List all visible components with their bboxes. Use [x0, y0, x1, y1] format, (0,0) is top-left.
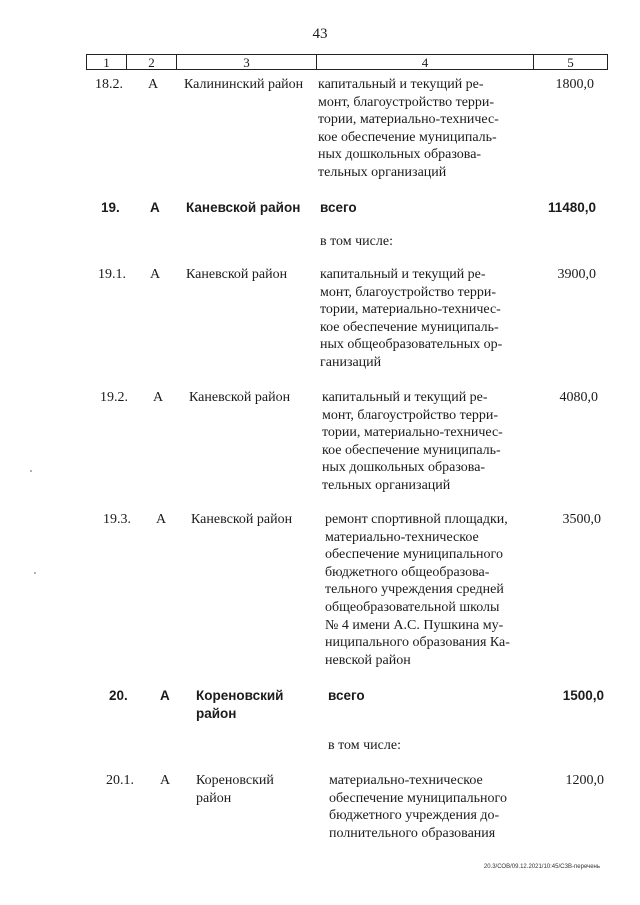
- row-description: капитальный и текущий ре- монт, благоустройство терри- тории, материально-техничес- кое обеспечение муниципаль- ных дошкольных образова- тельных организаций: [322, 390, 503, 493]
- row-district: Калининский район: [184, 77, 304, 92]
- subtotal-label: в том числе:: [328, 738, 401, 753]
- col-header-3: 3: [177, 55, 317, 69]
- col-header-4: 4: [317, 55, 534, 69]
- scan-speck: [30, 470, 32, 472]
- row-number: 19.2.: [100, 390, 128, 405]
- row-number: 20.1.: [106, 773, 134, 788]
- scan-speck: [34, 572, 36, 574]
- row-amount: 1200,0: [565, 773, 604, 788]
- row-category: А: [150, 200, 160, 215]
- row-number: 19.: [101, 200, 120, 215]
- row-amount: 4080,0: [559, 390, 598, 405]
- row-category: А: [160, 773, 171, 788]
- row-amount: 1500,0: [562, 688, 604, 703]
- row-amount: 3500,0: [562, 512, 601, 527]
- table-header: [86, 54, 608, 70]
- row-district: Каневской район: [186, 267, 288, 282]
- row-category: А: [153, 390, 164, 405]
- col-header-5: 5: [567, 55, 574, 70]
- row-number: 20.: [109, 688, 128, 703]
- row-category: А: [150, 267, 161, 282]
- row-description: капитальный и текущий ре- монт, благоустройство терри- тории, материально-техничес- кое обеспечение муниципаль- ных дошкольных образова- тельных организаций: [318, 77, 499, 180]
- row-description: всего: [328, 688, 365, 703]
- row-description: всего: [320, 200, 357, 215]
- row-amount: 3900,0: [557, 267, 596, 282]
- row-number: 19.1.: [98, 267, 126, 282]
- row-number: 19.3.: [103, 512, 131, 527]
- row-category: А: [148, 77, 159, 92]
- col-header-1: 1: [87, 55, 127, 69]
- row-district: Каневской район: [189, 390, 291, 405]
- subtotal-label: в том числе:: [320, 234, 393, 249]
- row-district: Кореновский район: [196, 688, 284, 721]
- col-header-2: 2: [127, 55, 177, 69]
- row-amount: 1800,0: [555, 77, 594, 92]
- page-number: 43: [312, 26, 328, 42]
- row-description: ремонт спортивной площадки, материально-техническое обеспечение муниципального бюджетного общеобразова- тельного учреждения средней общеобразовательной школы № 4 имени А.С. Пушкина му- ниципального образования Ка- невской район: [325, 512, 510, 668]
- row-district: Каневской район: [191, 512, 293, 527]
- row-category: А: [160, 688, 170, 703]
- row-description: материально-техническое обеспечение муниципального бюджетного учреждения до- полнительного образования: [329, 773, 507, 841]
- document-footer-code: 20.3/СОВ/09.12.2021/10:45/СЗВ-перечень: [483, 864, 600, 870]
- row-district: Кореновский район: [196, 773, 274, 806]
- row-district: Каневской район: [186, 200, 301, 215]
- row-category: А: [156, 512, 167, 527]
- row-number: 18.2.: [95, 77, 123, 92]
- row-amount: 11480,0: [547, 200, 596, 215]
- row-description: капитальный и текущий ре- монт, благоустройство терри- тории, материально-техничес- кое обеспечение муниципаль- ных общеобразовательных ор- ганизаций: [320, 267, 503, 370]
